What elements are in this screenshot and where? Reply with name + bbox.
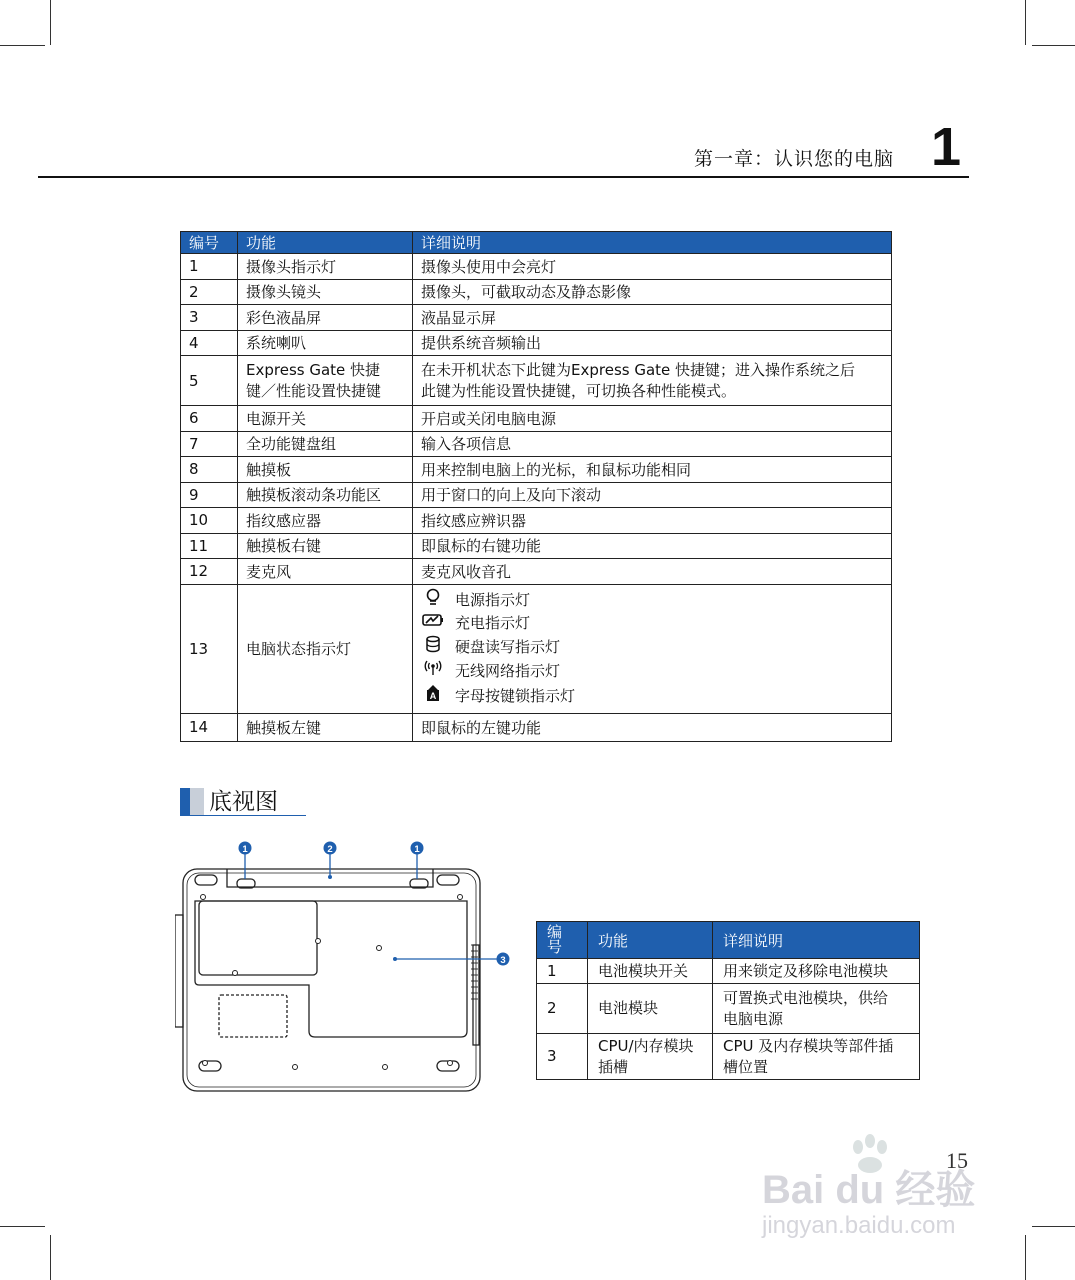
row-num: 12 xyxy=(181,559,238,585)
desc-line: 电脑电源 xyxy=(723,1009,784,1028)
table-row xyxy=(537,959,920,984)
side-rail-left xyxy=(175,915,183,1027)
row-num: 3 xyxy=(181,305,238,331)
row-desc: 提供系统音频输出 xyxy=(413,330,892,356)
crop-mark xyxy=(1032,1226,1075,1227)
section-title: 底视图 xyxy=(209,789,278,815)
table-row xyxy=(181,356,892,406)
callout-3 xyxy=(497,953,510,967)
func-line: Express Gate 快捷 xyxy=(246,360,381,379)
status-item xyxy=(421,613,883,635)
crop-mark xyxy=(50,1235,51,1280)
row-func: 摄像头镜头 xyxy=(238,279,413,305)
row-desc: 即鼠标的右键功能 xyxy=(413,533,892,559)
foot-top-right xyxy=(437,875,459,885)
row-func: 触摸板滚动条功能区 xyxy=(238,482,413,508)
crop-mark xyxy=(1025,1235,1026,1280)
row-func: 触摸板右键 xyxy=(238,533,413,559)
row-func xyxy=(588,1034,713,1080)
table-row xyxy=(181,533,892,559)
row-num: 11 xyxy=(181,533,238,559)
crop-mark xyxy=(0,1226,45,1227)
row-func: 彩色液晶屏 xyxy=(238,305,413,331)
header-num-line: 号 xyxy=(547,938,563,956)
svg-text:A: A xyxy=(429,690,437,701)
row-num: 4 xyxy=(181,330,238,356)
bottom-view-table xyxy=(536,921,920,1080)
desc-line: 在未开机状态下此键为Express Gate 快捷键；进入操作系统之后 xyxy=(421,360,856,379)
header-desc: 详细说明 xyxy=(413,232,892,254)
desc-line: 可置换式电池模块，供给 xyxy=(723,988,889,1007)
chapter-title: 第一章：认识您的电脑 xyxy=(693,148,894,170)
screw xyxy=(377,946,382,951)
callout-number: 3 xyxy=(500,955,506,966)
header-num: 编号 xyxy=(181,232,238,254)
section-bar xyxy=(180,788,190,815)
header-func: 功能 xyxy=(588,922,713,959)
cpu-cover xyxy=(219,995,287,1037)
table-row xyxy=(181,482,892,508)
row-num: 9 xyxy=(181,482,238,508)
screw xyxy=(316,939,321,944)
row-func: 电脑状态指示灯 xyxy=(238,584,413,713)
row-num: 1 xyxy=(537,959,588,984)
watermark-brand: Bai du 经验 xyxy=(762,1168,976,1212)
screw xyxy=(458,895,463,900)
table-row xyxy=(181,330,892,356)
power-bulb-icon xyxy=(421,588,445,614)
status-label: 字母按键锁指示灯 xyxy=(455,686,576,705)
battery-charge-icon xyxy=(421,613,445,635)
crop-mark xyxy=(0,45,45,46)
callout-2 xyxy=(324,842,337,856)
table-header-row xyxy=(537,922,920,959)
chapter-number: 1 xyxy=(930,117,961,177)
row-func: 电池模块开关 xyxy=(588,959,713,984)
caps-lock-icon xyxy=(421,684,445,710)
screw xyxy=(293,1065,298,1070)
table-row xyxy=(181,457,892,483)
row-desc xyxy=(713,1034,920,1080)
table-row xyxy=(181,406,892,432)
table-row xyxy=(181,713,892,741)
row-func: 摄像头指示灯 xyxy=(238,254,413,280)
row-func: 全功能键盘组 xyxy=(238,431,413,457)
table-row xyxy=(537,1034,920,1080)
row-func xyxy=(238,356,413,406)
row-desc: 摄像头使用中会亮灯 xyxy=(413,254,892,280)
row-num: 2 xyxy=(181,279,238,305)
callout-number: 2 xyxy=(327,844,333,855)
row-desc: 用来控制电脑上的光标，和鼠标功能相同 xyxy=(413,457,892,483)
callout-number: 1 xyxy=(242,844,248,855)
row-num: 2 xyxy=(537,984,588,1034)
row-desc xyxy=(413,584,892,713)
status-label: 充电指示灯 xyxy=(455,614,531,633)
row-num: 7 xyxy=(181,431,238,457)
laptop-body-outline xyxy=(183,869,480,1091)
row-desc: 即鼠标的左键功能 xyxy=(413,713,892,741)
desc-line: 此键为性能设置快捷键，可切换各种性能模式。 xyxy=(421,381,737,400)
table-row xyxy=(181,584,892,713)
function-table xyxy=(180,231,892,742)
func-line: 插槽 xyxy=(598,1057,629,1076)
desc-line: CPU 及内存模块等部件插 xyxy=(723,1036,894,1055)
status-item xyxy=(421,588,883,614)
table-row xyxy=(181,508,892,534)
status-item xyxy=(421,635,883,661)
header-num-line: 编 xyxy=(547,923,563,941)
header-num xyxy=(537,922,588,959)
row-desc: 摄像头，可截取动态及静态影像 xyxy=(413,279,892,305)
row-func: 系统喇叭 xyxy=(238,330,413,356)
row-desc: 输入各项信息 xyxy=(413,431,892,457)
callout-1-left xyxy=(239,842,252,856)
row-desc xyxy=(413,356,892,406)
page-number: 15 xyxy=(946,1148,968,1173)
table-row xyxy=(181,305,892,331)
crop-mark xyxy=(1032,45,1075,46)
row-num: 3 xyxy=(537,1034,588,1080)
status-label: 无线网络指示灯 xyxy=(455,662,561,681)
paw-toe xyxy=(865,1134,875,1148)
func-line: 键／性能设置快捷键 xyxy=(246,381,382,400)
table-row xyxy=(181,254,892,280)
leader-dot xyxy=(393,957,397,961)
watermark-url: jingyan.baidu.com xyxy=(762,1212,956,1239)
status-indicator-list xyxy=(421,585,883,713)
table-row xyxy=(181,279,892,305)
hdd-cylinder-icon xyxy=(421,635,445,661)
screw xyxy=(233,971,238,976)
row-func: 电池模块 xyxy=(588,984,713,1034)
callout-number: 1 xyxy=(414,844,420,855)
wireless-icon xyxy=(421,660,445,684)
row-num: 13 xyxy=(181,584,238,713)
row-num: 6 xyxy=(181,406,238,432)
screw xyxy=(201,895,206,900)
callout-1-right xyxy=(411,842,424,856)
row-func: 指纹感应器 xyxy=(238,508,413,534)
status-item xyxy=(421,684,883,710)
table-row xyxy=(181,559,892,585)
screw xyxy=(448,1061,453,1066)
row-func: 电源开关 xyxy=(238,406,413,432)
leader-dot xyxy=(328,875,332,879)
row-desc: 指纹感应辨识器 xyxy=(413,508,892,534)
header-func: 功能 xyxy=(238,232,413,254)
row-num: 5 xyxy=(181,356,238,406)
paw-toe xyxy=(877,1140,887,1154)
header-desc: 详细说明 xyxy=(713,922,920,959)
status-label: 硬盘读写指示灯 xyxy=(455,637,561,656)
table-row xyxy=(181,431,892,457)
screw xyxy=(383,1065,388,1070)
laptop-body-inner xyxy=(187,873,476,1087)
memory-panel xyxy=(195,901,467,1037)
status-item xyxy=(421,660,883,684)
baidu-watermark xyxy=(758,1125,1008,1245)
crop-mark xyxy=(1025,0,1026,45)
row-func: 麦克风 xyxy=(238,559,413,585)
table-header-row xyxy=(181,232,892,254)
hdd-cover xyxy=(199,901,317,975)
status-label: 电源指示灯 xyxy=(455,590,531,609)
row-desc xyxy=(713,984,920,1034)
row-num: 14 xyxy=(181,713,238,741)
row-num: 8 xyxy=(181,457,238,483)
chapter-header xyxy=(38,117,969,178)
row-desc: 开启或关闭电脑电源 xyxy=(413,406,892,432)
row-desc: 麦克风收音孔 xyxy=(413,559,892,585)
table-row xyxy=(537,984,920,1034)
row-num: 10 xyxy=(181,508,238,534)
foot-top-left xyxy=(195,875,217,885)
section-heading xyxy=(180,783,306,816)
row-desc: 用于窗口的向上及向下滚动 xyxy=(413,482,892,508)
row-desc: 用来锁定及移除电池模块 xyxy=(713,959,920,984)
crop-mark xyxy=(50,0,51,45)
row-func: 触摸板 xyxy=(238,457,413,483)
func-line: CPU/内存模块 xyxy=(598,1036,694,1055)
row-func: 触摸板左键 xyxy=(238,713,413,741)
laptop-bottom-diagram xyxy=(175,835,520,1100)
desc-line: 槽位置 xyxy=(723,1057,769,1076)
section-bar-light xyxy=(190,788,204,815)
row-desc: 液晶显示屏 xyxy=(413,305,892,331)
paw-toe xyxy=(853,1140,863,1154)
row-num: 1 xyxy=(181,254,238,280)
screw xyxy=(203,1061,208,1066)
